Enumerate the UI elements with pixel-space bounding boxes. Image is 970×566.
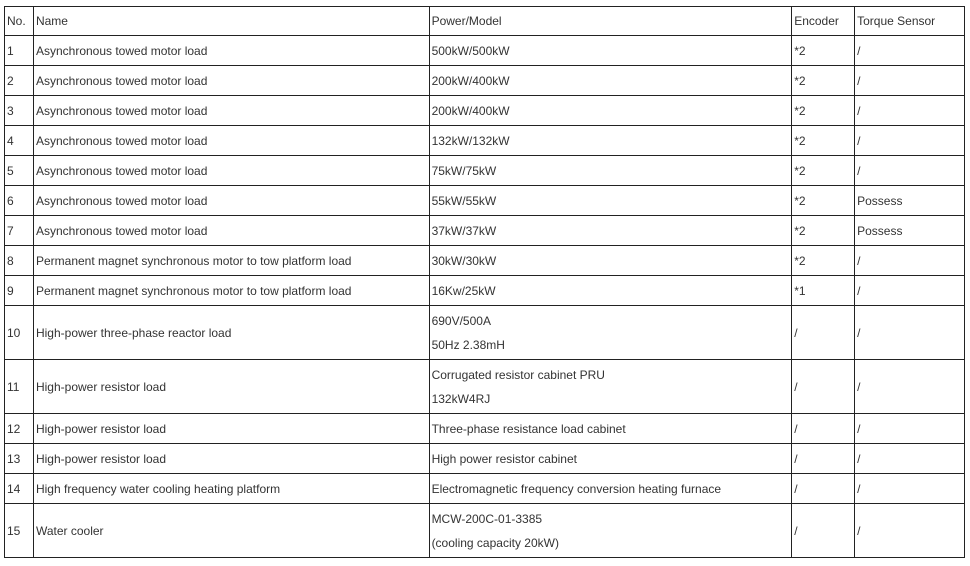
cell-name: Asynchronous towed motor load <box>33 216 429 246</box>
cell-power-line: 50Hz 2.38mH <box>431 337 505 352</box>
cell-encoder: *2 <box>792 246 855 276</box>
cell-power-line: 500kW/500kW <box>431 43 510 58</box>
cell-power <box>429 96 792 126</box>
cell-name: High-power resistor load <box>33 444 429 474</box>
cell-power-line: 75kW/75kW <box>431 163 497 178</box>
cell-power <box>429 246 792 276</box>
cell-power-line: 16Kw/25kW <box>431 283 496 298</box>
table-row <box>5 306 965 360</box>
cell-encoder: *2 <box>792 186 855 216</box>
cell-torque: / <box>855 504 965 558</box>
table-row <box>5 444 965 474</box>
cell-power-line: Electromagnetic frequency conversion heating furnace <box>431 481 722 496</box>
cell-power-line: MCW-200C-01-3385 <box>431 511 543 526</box>
cell-power-line: 200kW/400kW <box>431 103 510 118</box>
cell-no: 5 <box>5 156 34 186</box>
table-row <box>5 216 965 246</box>
cell-torque: / <box>855 66 965 96</box>
cell-power-line: 30kW/30kW <box>431 253 497 268</box>
cell-no: 1 <box>5 36 34 66</box>
cell-power <box>429 186 792 216</box>
cell-power-line: 132kW/132kW <box>431 133 510 148</box>
cell-name: High-power three-phase reactor load <box>33 306 429 360</box>
cell-power <box>429 414 792 444</box>
cell-encoder: *2 <box>792 126 855 156</box>
cell-name: Asynchronous towed motor load <box>33 96 429 126</box>
cell-name: Permanent magnet synchronous motor to tow platform load <box>33 276 429 306</box>
cell-encoder: / <box>792 474 855 504</box>
cell-power <box>429 474 792 504</box>
cell-torque: / <box>855 474 965 504</box>
cell-encoder: *2 <box>792 156 855 186</box>
table-row <box>5 246 965 276</box>
cell-encoder: / <box>792 444 855 474</box>
cell-power-line: Corrugated resistor cabinet PRU <box>431 367 605 382</box>
cell-power <box>429 156 792 186</box>
cell-power <box>429 360 792 414</box>
cell-torque: / <box>855 156 965 186</box>
cell-encoder: *2 <box>792 66 855 96</box>
cell-power <box>429 66 792 96</box>
table-row <box>5 360 965 414</box>
cell-no: 13 <box>5 444 34 474</box>
cell-encoder: / <box>792 504 855 558</box>
cell-torque: / <box>855 444 965 474</box>
cell-name: High-power resistor load <box>33 360 429 414</box>
cell-name: High frequency water cooling heating platform <box>33 474 429 504</box>
cell-name: Water cooler <box>33 504 429 558</box>
cell-no: 7 <box>5 216 34 246</box>
cell-torque: / <box>855 360 965 414</box>
cell-torque: / <box>855 414 965 444</box>
cell-torque: / <box>855 36 965 66</box>
table-row <box>5 504 965 558</box>
equipment-table-container <box>4 6 965 558</box>
cell-torque: / <box>855 246 965 276</box>
cell-encoder: *1 <box>792 276 855 306</box>
header-name: Name <box>33 7 429 36</box>
cell-torque: Possess <box>855 186 965 216</box>
cell-power <box>429 216 792 246</box>
cell-torque: / <box>855 126 965 156</box>
cell-torque: / <box>855 276 965 306</box>
cell-power-line: 200kW/400kW <box>431 73 510 88</box>
cell-torque: / <box>855 96 965 126</box>
cell-power <box>429 126 792 156</box>
table-row <box>5 126 965 156</box>
cell-no: 10 <box>5 306 34 360</box>
table-row <box>5 96 965 126</box>
equipment-table <box>4 6 965 558</box>
header-power-model: Power/Model <box>429 7 792 36</box>
cell-name: Asynchronous towed motor load <box>33 186 429 216</box>
cell-no: 14 <box>5 474 34 504</box>
cell-encoder: *2 <box>792 96 855 126</box>
table-row <box>5 156 965 186</box>
cell-power-line: (cooling capacity 20kW) <box>431 535 559 550</box>
table-row <box>5 186 965 216</box>
cell-power <box>429 444 792 474</box>
cell-no: 3 <box>5 96 34 126</box>
cell-no: 6 <box>5 186 34 216</box>
cell-power-line: 690V/500A <box>431 313 491 328</box>
cell-encoder: / <box>792 414 855 444</box>
cell-power <box>429 36 792 66</box>
cell-no: 2 <box>5 66 34 96</box>
table-header-row <box>5 7 965 36</box>
cell-name: Asynchronous towed motor load <box>33 126 429 156</box>
cell-no: 11 <box>5 360 34 414</box>
table-row <box>5 36 965 66</box>
cell-power-line: 37kW/37kW <box>431 223 497 238</box>
header-torque-sensor: Torque Sensor <box>855 7 965 36</box>
header-encoder: Encoder <box>792 7 855 36</box>
table-row <box>5 474 965 504</box>
cell-power <box>429 504 792 558</box>
cell-torque: / <box>855 306 965 360</box>
cell-encoder: *2 <box>792 216 855 246</box>
cell-name: High-power resistor load <box>33 414 429 444</box>
cell-no: 12 <box>5 414 34 444</box>
cell-encoder: / <box>792 360 855 414</box>
cell-no: 8 <box>5 246 34 276</box>
cell-encoder: / <box>792 306 855 360</box>
cell-power <box>429 276 792 306</box>
cell-name: Asynchronous towed motor load <box>33 156 429 186</box>
cell-encoder: *2 <box>792 36 855 66</box>
cell-name: Asynchronous towed motor load <box>33 36 429 66</box>
cell-power-line: High power resistor cabinet <box>431 451 577 466</box>
table-row <box>5 414 965 444</box>
cell-name: Permanent magnet synchronous motor to tow platform load <box>33 246 429 276</box>
header-no: No. <box>5 7 34 36</box>
cell-power <box>429 306 792 360</box>
cell-power-line: 132kW4RJ <box>431 391 491 406</box>
cell-no: 15 <box>5 504 34 558</box>
cell-no: 4 <box>5 126 34 156</box>
cell-name: Asynchronous towed motor load <box>33 66 429 96</box>
cell-power-line: Three-phase resistance load cabinet <box>431 421 626 436</box>
cell-no: 9 <box>5 276 34 306</box>
table-row <box>5 276 965 306</box>
table-row <box>5 66 965 96</box>
cell-torque: Possess <box>855 216 965 246</box>
cell-power-line: 55kW/55kW <box>431 193 497 208</box>
